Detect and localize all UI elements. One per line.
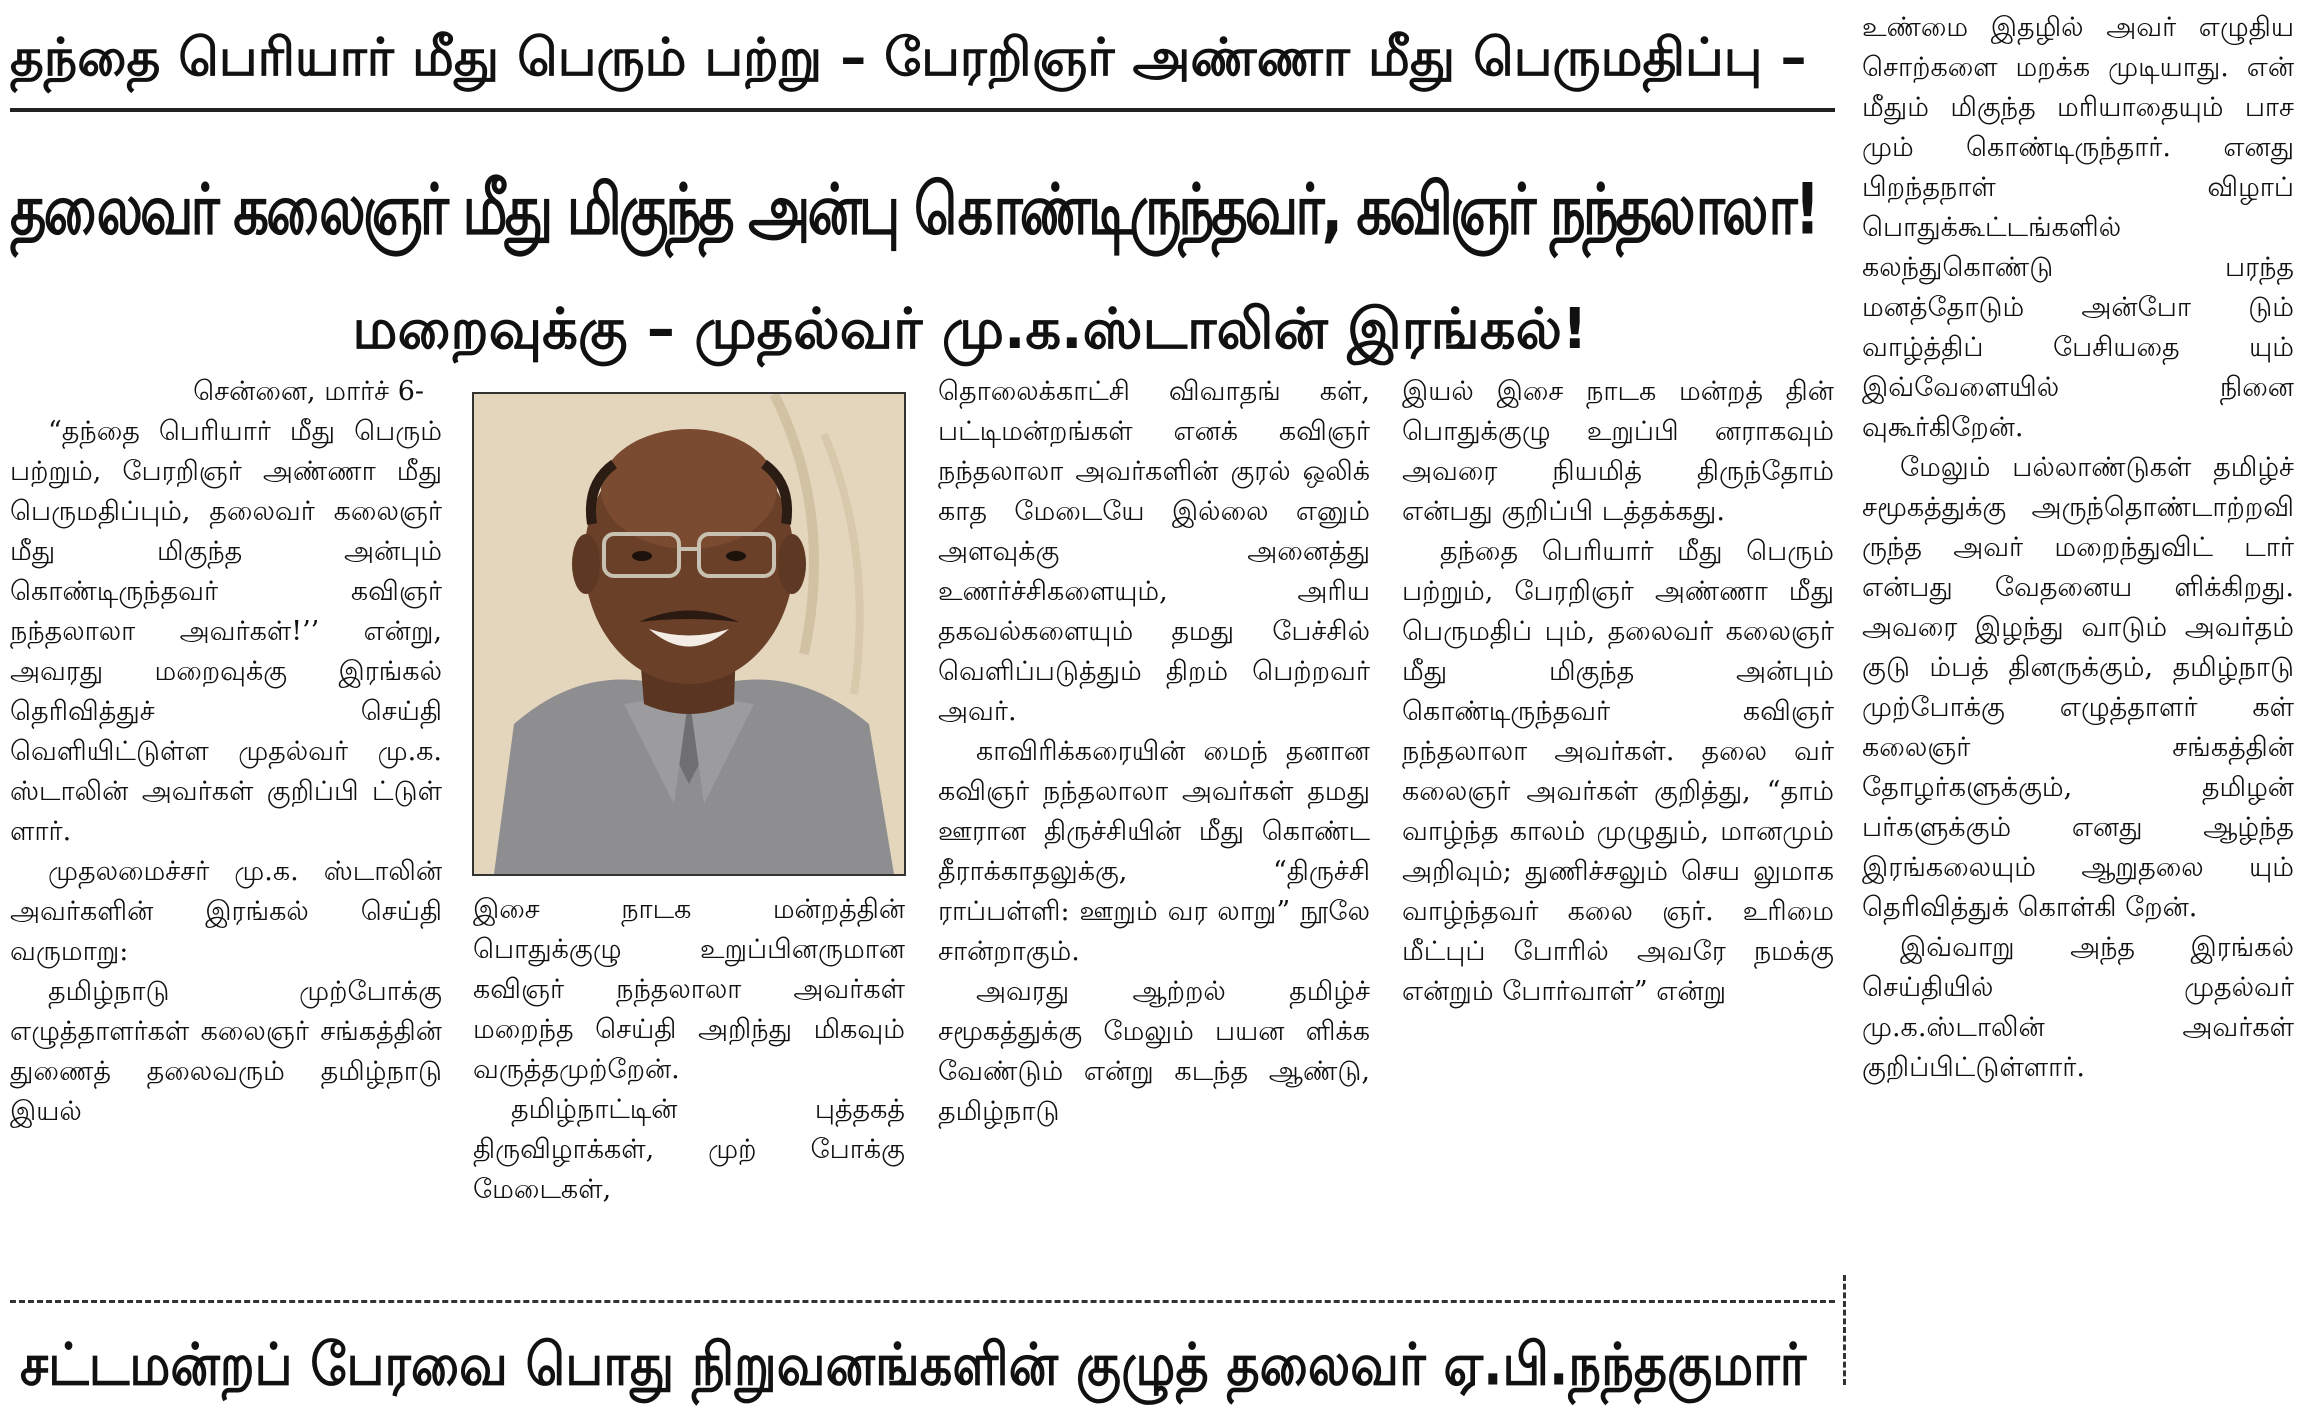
article-headline: தலைவர் கலைஞர் மீது மிகுந்த அன்பு கொண்டிருந்தவர், கவிஞர் நந்தலாலா! bbox=[10, 169, 1818, 252]
paragraph: இவ்வாறு அந்த இரங்கல் செய்தியில் முதல்வர் மு.க.ஸ்டாலின் அவர்கள் குறிப்பிட்டுள்ளார். bbox=[1862, 932, 2294, 1083]
portrait-illustration bbox=[474, 394, 904, 874]
next-article-headline: சட்டமன்றப் பேரவை பொது நிறுவனங்களின் குழுத் தலைவர் ஏ.பி.நந்தகுமார் bbox=[20, 1331, 1807, 1400]
paragraph: “தந்தை பெரியார் மீது பெரும் பற்றும், பேரறிஞர் அண்ணா மீது பெருமதிப்பும், தலைவர் கலைஞர் மீது மிகுந்த அன்பும் கொண்டிருந்தவர் கவிஞர் நந்தலாலா அவர்கள்!’’ என்று, அவரது மறைவுக்கு இரங்கல் தெரிவித்துச் செய்தி வெளியிட்டுள்ள முதல்வர் மு.க. ஸ்டாலின் அவர்கள் குறிப்பி ட்டுள் ளார். bbox=[10, 416, 442, 847]
article-column-3 bbox=[938, 372, 1370, 1132]
paragraph: இயல் இசை நாடக மன்றத் தின் பொதுக்குழு உறுப்பி னராகவும் அவரை நியமித் திருந்தோம் என்பது குறிப்பி டத்தக்கது. bbox=[1402, 376, 1834, 527]
section-divider bbox=[10, 1300, 1835, 1303]
paragraph: மேலும் பல்லாண்டுகள் தமிழ்ச் சமூகத்துக்கு அருந்தொண்டாற்றவி ருந்த அவர் மறைந்துவிட் டார் என்பது வேதனைய ளிக்கிறது. அவரை இழந்து வாடும் அவர்தம் குடு ம்பத் தினருக்கும், தமிழ்நாடு முற்போக்கு எழுத்தாளர் கள் கலைஞர் சங்கத்தின் தோழர்களுக்கும், தமிழன் பர்களுக்கும் எனது ஆழ்ந்த இரங்கலையும் ஆறுதலை யும் தெரிவித்துக் கொள்கி றேன். bbox=[1862, 452, 2294, 923]
paragraph: தமிழ்நாட்டின் புத்தகத் திருவிழாக்கள், முற் போக்கு மேடைகள், bbox=[473, 1094, 905, 1205]
article-kicker: தந்தை பெரியார் மீது பெரும் பற்று – பேரறிஞர் அண்ணா மீது பெருமதிப்பு – bbox=[10, 28, 1807, 88]
portrait-photo bbox=[472, 392, 906, 876]
paragraph: தமிழ்நாடு முற்போக்கு எழுத்தாளர்கள் கலைஞர் சங்கத்தின் துணைத் தலைவரும் தமிழ்நாடு இயல் bbox=[10, 976, 442, 1127]
dateline: சென்னை, மார்ச் 6- bbox=[193, 376, 424, 407]
article-column-5 bbox=[1862, 8, 2294, 1088]
paragraph: முதலமைச்சர் மு.க. ஸ்டாலின் அவர்களின் இரங்கல் செய்தி வருமாறு: bbox=[10, 856, 442, 967]
article-column-4 bbox=[1402, 372, 1834, 1012]
headline-rule bbox=[10, 108, 1835, 112]
article-column-2 bbox=[473, 890, 905, 1210]
article-subheadline: மறைவுக்கு – முதல்வர் மு.க.ஸ்டாலின் இரங்கல்! bbox=[352, 297, 1588, 362]
paragraph: அவரது ஆற்றல் தமிழ்ச் சமூகத்துக்கு மேலும் பயன ளிக்க வேண்டும் என்று கடந்த ஆண்டு, தமிழ்நாடு bbox=[938, 976, 1370, 1127]
column-divider bbox=[1843, 1275, 1846, 1385]
paragraph: தந்தை பெரியார் மீது பெரும் பற்றும், பேரறிஞர் அண்ணா மீது பெருமதிப் பும், தலைவர் கலைஞர் மீது மிகுந்த அன்பும் கொண்டிருந்தவர் கவிஞர் நந்தலாலா அவர்கள். தலை வர் கலைஞர் அவர்கள் குறித்து, “தாம் வாழ்ந்த காலம் முழுதும், மானமும் அறிவும்; துணிச்சலும் செய லுமாக வாழ்ந்தவர் கலை ஞர். உரிமை மீட்புப் போரில் அவரே நமக்கு என்றும் போர்வாள்” என்று bbox=[1402, 536, 1834, 1007]
paragraph: உண்மை இதழில் அவர் எழுதிய சொற்களை மறக்க முடியாது. என் மீதும் மிகுந்த மரியாதையும் பாச மும் கொண்டிருந்தார். எனது பிறந்தநாள் விழாப் பொதுக்கூட்டங்களில் கலந்துகொண்டு பரந்த மனத்தோடும் அன்போ டும் வாழ்த்திப் பேசியதை யும் இவ்வேளையில் நினை வுகூர்கிறேன். bbox=[1862, 12, 2294, 443]
paragraph: காவிரிக்கரையின் மைந் தனான கவிஞர் நந்தலாலா அவர்கள் தமது ஊரான திருச்சியின் மீது கொண்ட தீராக்காதலுக்கு, “திருச்சி ராப்பள்ளி: ஊறும் வர லாறு” நூலே சான்றாகும். bbox=[938, 736, 1370, 967]
article-column-1 bbox=[10, 372, 442, 1132]
paragraph: தொலைக்காட்சி விவாதங் கள், பட்டிமன்றங்கள் எனக் கவிஞர் நந்தலாலா அவர்களின் குரல் ஒலிக் காத மேடையே இல்லை எனும் அளவுக்கு அனைத்து உணர்ச்சிகளையும், அரிய தகவல்களையும் தமது பேச்சில் வெளிப்படுத்தும் திறம் பெற்றவர் அவர். bbox=[938, 376, 1370, 727]
paragraph: இசை நாடக மன்றத்தின் பொதுக்குழு உறுப்பினருமான கவிஞர் நந்தலாலா அவர்கள் மறைந்த செய்தி அறிந்து மிகவும் வருத்தமுற்றேன். bbox=[473, 894, 905, 1085]
